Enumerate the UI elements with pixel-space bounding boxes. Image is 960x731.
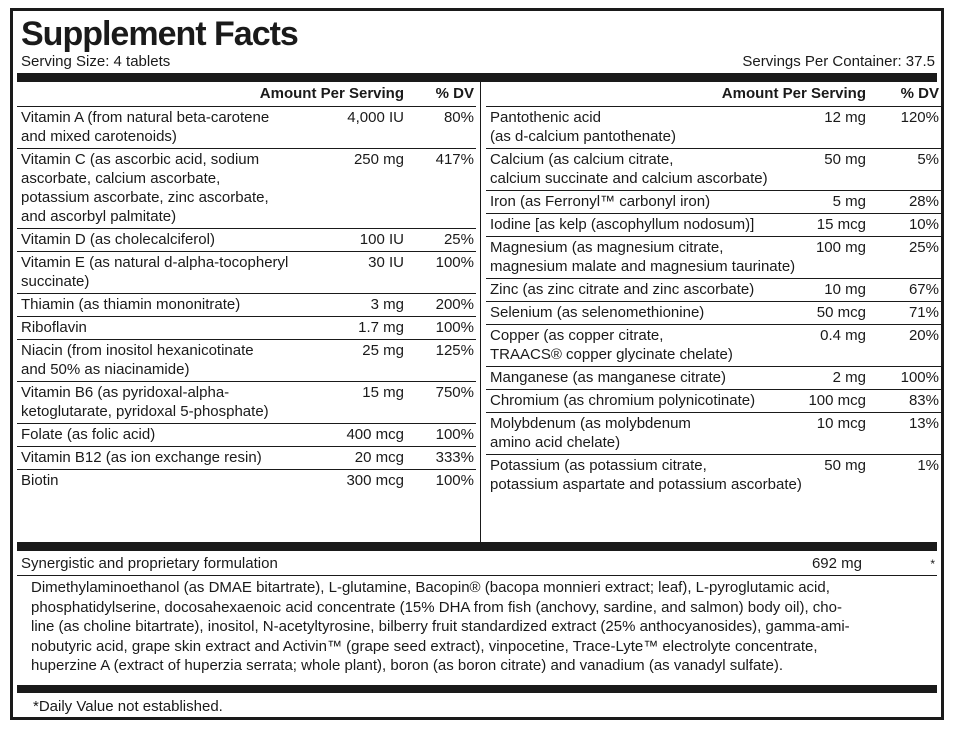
- nutrient-amount: 12 mg: [824, 109, 866, 126]
- proprietary-name: Synergistic and proprietary formulation: [21, 555, 278, 572]
- nutrient-daily-value: 200%: [435, 296, 474, 313]
- right-nutrient-row: [486, 214, 941, 237]
- nutrient-name-line: (as d-calcium pantothenate): [490, 128, 676, 145]
- nutrient-name: [486, 108, 810, 146]
- nutrient-name-line: Thiamin (as thiamin mononitrate): [21, 296, 241, 313]
- proprietary-amount: 692 mg: [811, 555, 862, 572]
- bottom-thick-rule: [17, 685, 937, 693]
- nutrient-name: [17, 425, 321, 444]
- nutrient-daily-value: 750%: [435, 384, 474, 401]
- right-nutrient-row: [486, 279, 941, 302]
- nutrient-name: [17, 150, 321, 226]
- nutrient-name-line: Calcium (as calcium citrate,: [490, 151, 674, 168]
- nutrient-name-line: potassium ascorbate, zinc ascorbate,: [21, 189, 269, 206]
- panel-title: Supplement Facts: [21, 15, 298, 53]
- nutrient-name-line: Molybdenum (as molybdenum: [490, 415, 691, 432]
- nutrient-amount: 5 mg: [832, 193, 866, 210]
- nutrient-name: [486, 215, 810, 234]
- nutrient-daily-value: 333%: [435, 449, 474, 466]
- nutrient-name-line: Chromium (as chromium polynicotinate): [490, 392, 756, 409]
- nutrient-amount: 30 IU: [368, 254, 404, 271]
- nutrient-daily-value: 100%: [900, 369, 939, 386]
- nutrient-amount: 100 IU: [359, 231, 404, 248]
- nutrient-daily-value: 10%: [908, 216, 939, 233]
- nutrient-daily-value: 28%: [908, 193, 939, 210]
- left-nutrient-row: [17, 294, 476, 317]
- nutrient-daily-value: 25%: [443, 231, 474, 248]
- nutrient-daily-value: 80%: [443, 109, 474, 126]
- nutrient-name-line: Vitamin B12 (as ion exchange resin): [21, 449, 262, 466]
- nutrient-name-line: Pantothenic acid: [490, 109, 601, 126]
- nutrient-name: [486, 456, 810, 494]
- nutrient-daily-value: 67%: [908, 281, 939, 298]
- nutrient-daily-value: 1%: [917, 457, 939, 474]
- nutrient-name-line: Iron (as Ferronyl™ carbonyl iron): [490, 193, 711, 210]
- nutrient-name: [17, 108, 321, 146]
- nutrient-amount: 0.4 mg: [820, 327, 866, 344]
- daily-value-footnote: *Daily Value not established.: [33, 698, 223, 715]
- nutrient-amount: 4,000 IU: [347, 109, 404, 126]
- nutrient-amount: 10 mcg: [816, 415, 866, 432]
- nutrient-name-line: Vitamin B6 (as pyridoxal-alpha-: [21, 384, 230, 401]
- nutrient-name: [486, 238, 810, 276]
- ingredients-line: Dimethylaminoethanol (as DMAE bitartrate), L-glutamine, Bacopin® (bacopa monnieri extract; leaf), L-pyroglutamic acid,: [31, 579, 830, 596]
- nutrient-name-line: calcium succinate and calcium ascorbate): [490, 170, 768, 187]
- nutrient-name-line: Selenium (as selenomethionine): [490, 304, 705, 321]
- nutrient-amount: 2 mg: [832, 369, 866, 386]
- nutrient-name-line: Zinc (as zinc citrate and zinc ascorbate): [490, 281, 755, 298]
- nutrient-name-line: magnesium malate and magnesium taurinate): [490, 258, 796, 275]
- nutrient-daily-value: 13%: [908, 415, 939, 432]
- left-nutrient-column: [17, 82, 476, 492]
- ingredients-line: phosphatidylserine, docosahexaenoic acid concentrate (15% DHA from fish (anchovy, sardine, and salmon) body oil), cho-: [31, 598, 842, 616]
- nutrient-daily-value: 120%: [900, 109, 939, 126]
- nutrient-name-line: ketoglutarate, pyridoxal 5-phosphate): [21, 403, 269, 420]
- top-thick-rule: [17, 73, 937, 82]
- nutrient-name-line: Vitamin A (from natural beta-carotene: [21, 109, 270, 126]
- right-nutrient-row: [486, 107, 941, 149]
- nutrient-daily-value: 83%: [908, 392, 939, 409]
- right-nutrient-row: [486, 237, 941, 279]
- nutrient-name: [17, 253, 321, 291]
- nutrient-amount: 400 mcg: [346, 426, 404, 443]
- servings-per-container: Servings Per Container: 37.5: [742, 53, 935, 70]
- nutrient-daily-value: 25%: [908, 239, 939, 256]
- nutrient-amount: 300 mcg: [346, 472, 404, 489]
- nutrient-name-line: and 50% as niacinamide): [21, 361, 190, 378]
- nutrient-amount: 20 mcg: [354, 449, 404, 466]
- column-divider: [480, 82, 481, 542]
- nutrient-name-line: ascorbate, calcium ascorbate,: [21, 170, 221, 187]
- nutrient-name-line: and ascorbyl palmitate): [21, 208, 177, 225]
- nutrient-amount: 15 mg: [362, 384, 404, 401]
- right-nutrient-row: [486, 367, 941, 390]
- nutrient-daily-value: 417%: [435, 151, 474, 168]
- nutrient-amount: 10 mg: [824, 281, 866, 298]
- nutrient-name: [486, 326, 810, 364]
- nutrient-name-line: succinate): [21, 273, 90, 290]
- nutrient-daily-value: 5%: [917, 151, 939, 168]
- ingredients-line: line (as choline bitartrate), inositol, N-acetyltyrosine, bilberry fruit standardized extract (25% anthocyanosides), gamma-ami-: [31, 618, 850, 635]
- left-nutrient-row: [17, 252, 476, 294]
- right-nutrient-column: [486, 82, 941, 496]
- nutrient-name-line: and mixed carotenoids): [21, 128, 177, 145]
- left-nutrient-row: [17, 382, 476, 424]
- nutrient-name: [17, 471, 321, 490]
- nutrient-amount: 100 mcg: [808, 392, 866, 409]
- left-header-amount: Amount Per Serving: [259, 85, 404, 102]
- nutrient-name-line: Riboflavin: [21, 319, 87, 336]
- nutrient-name-line: potassium aspartate and potassium ascorbate): [490, 476, 802, 493]
- middle-thick-rule: [17, 542, 937, 551]
- left-nutrient-row: [17, 107, 476, 149]
- nutrient-name-line: Biotin: [21, 472, 59, 489]
- right-nutrient-row: [486, 149, 941, 191]
- left-nutrient-row: [17, 317, 476, 340]
- nutrient-name-line: Manganese (as manganese citrate): [490, 369, 726, 386]
- proprietary-ingredients: [31, 578, 931, 676]
- left-column-header: [17, 82, 476, 107]
- nutrient-name: [486, 368, 810, 387]
- nutrient-name: [486, 150, 810, 188]
- ingredients-line: nobutyric acid, grape skin extract and Activin™ (grape seed extract), vinpocetine, Trace-Lyte™ electrolyte concentrate,: [31, 637, 818, 655]
- left-nutrient-row: [17, 229, 476, 252]
- nutrient-name-line: Vitamin D (as cholecalciferol): [21, 231, 215, 248]
- nutrient-daily-value: 100%: [435, 254, 474, 271]
- nutrient-name: [17, 318, 321, 337]
- left-nutrient-row: [17, 149, 476, 229]
- nutrient-daily-value: 125%: [435, 342, 474, 359]
- proprietary-dv: *: [930, 557, 935, 571]
- right-nutrient-row: [486, 455, 941, 496]
- nutrient-daily-value: 71%: [908, 304, 939, 321]
- left-nutrient-row: [17, 447, 476, 470]
- nutrient-daily-value: 20%: [908, 327, 939, 344]
- nutrient-amount: 15 mcg: [816, 216, 866, 233]
- nutrient-name: [17, 341, 321, 379]
- right-nutrient-row: [486, 325, 941, 367]
- right-header-amount: Amount Per Serving: [721, 85, 866, 102]
- nutrient-name-line: Folate (as folic acid): [21, 426, 156, 443]
- nutrient-name: [17, 295, 321, 314]
- nutrient-daily-value: 100%: [435, 426, 474, 443]
- serving-size: Serving Size: 4 tablets: [21, 53, 171, 70]
- right-header-dv: % DV: [900, 85, 939, 102]
- left-nutrient-row: [17, 424, 476, 447]
- right-nutrient-row: [486, 413, 941, 455]
- nutrient-name: [17, 383, 321, 421]
- nutrient-name-line: Vitamin C (as ascorbic acid, sodium: [21, 151, 260, 168]
- nutrient-name: [17, 230, 321, 249]
- nutrient-name: [486, 391, 810, 410]
- nutrient-amount: 1.7 mg: [358, 319, 404, 336]
- nutrient-name-line: Iodine [as kelp (ascophyllum nodosum)]: [490, 216, 755, 233]
- proprietary-blend-row: [17, 553, 937, 576]
- nutrient-name-line: Potassium (as potassium citrate,: [490, 457, 707, 474]
- nutrient-name-line: TRAACS® copper glycinate chelate): [490, 346, 733, 363]
- nutrient-amount: 250 mg: [353, 151, 404, 168]
- left-nutrient-row: [17, 470, 476, 492]
- nutrient-name: [486, 192, 810, 211]
- right-nutrient-row: [486, 390, 941, 413]
- nutrient-amount: 100 mg: [815, 239, 866, 256]
- nutrient-name: [17, 448, 321, 467]
- nutrient-amount: 25 mg: [362, 342, 404, 359]
- right-nutrient-row: [486, 191, 941, 214]
- ingredients-line: huperzine A (extract of huperzia serrata; whole plant), boron (as boron citrate) and vanadium (as vanadyl sulfate).: [31, 657, 784, 674]
- nutrient-daily-value: 100%: [435, 319, 474, 336]
- left-nutrient-row: [17, 340, 476, 382]
- nutrient-daily-value: 100%: [435, 472, 474, 489]
- nutrient-name-line: Magnesium (as magnesium citrate,: [490, 239, 724, 256]
- nutrient-name-line: Vitamin E (as natural d-alpha-tocopheryl: [21, 254, 289, 271]
- left-header-dv: % DV: [435, 85, 474, 102]
- nutrient-amount: 50 mcg: [816, 304, 866, 321]
- nutrient-name: [486, 414, 810, 452]
- nutrient-amount: 50 mg: [824, 457, 866, 474]
- nutrient-name: [486, 303, 810, 322]
- nutrient-amount: 50 mg: [824, 151, 866, 168]
- right-nutrient-row: [486, 302, 941, 325]
- right-column-header: [486, 82, 941, 107]
- supplement-facts-panel: [10, 8, 944, 720]
- nutrient-name-line: Niacin (from inositol hexanicotinate: [21, 342, 254, 359]
- nutrient-name: [486, 280, 810, 299]
- nutrient-name-line: Copper (as copper citrate,: [490, 327, 664, 344]
- nutrient-amount: 3 mg: [370, 296, 404, 313]
- nutrient-name-line: amino acid chelate): [490, 434, 621, 451]
